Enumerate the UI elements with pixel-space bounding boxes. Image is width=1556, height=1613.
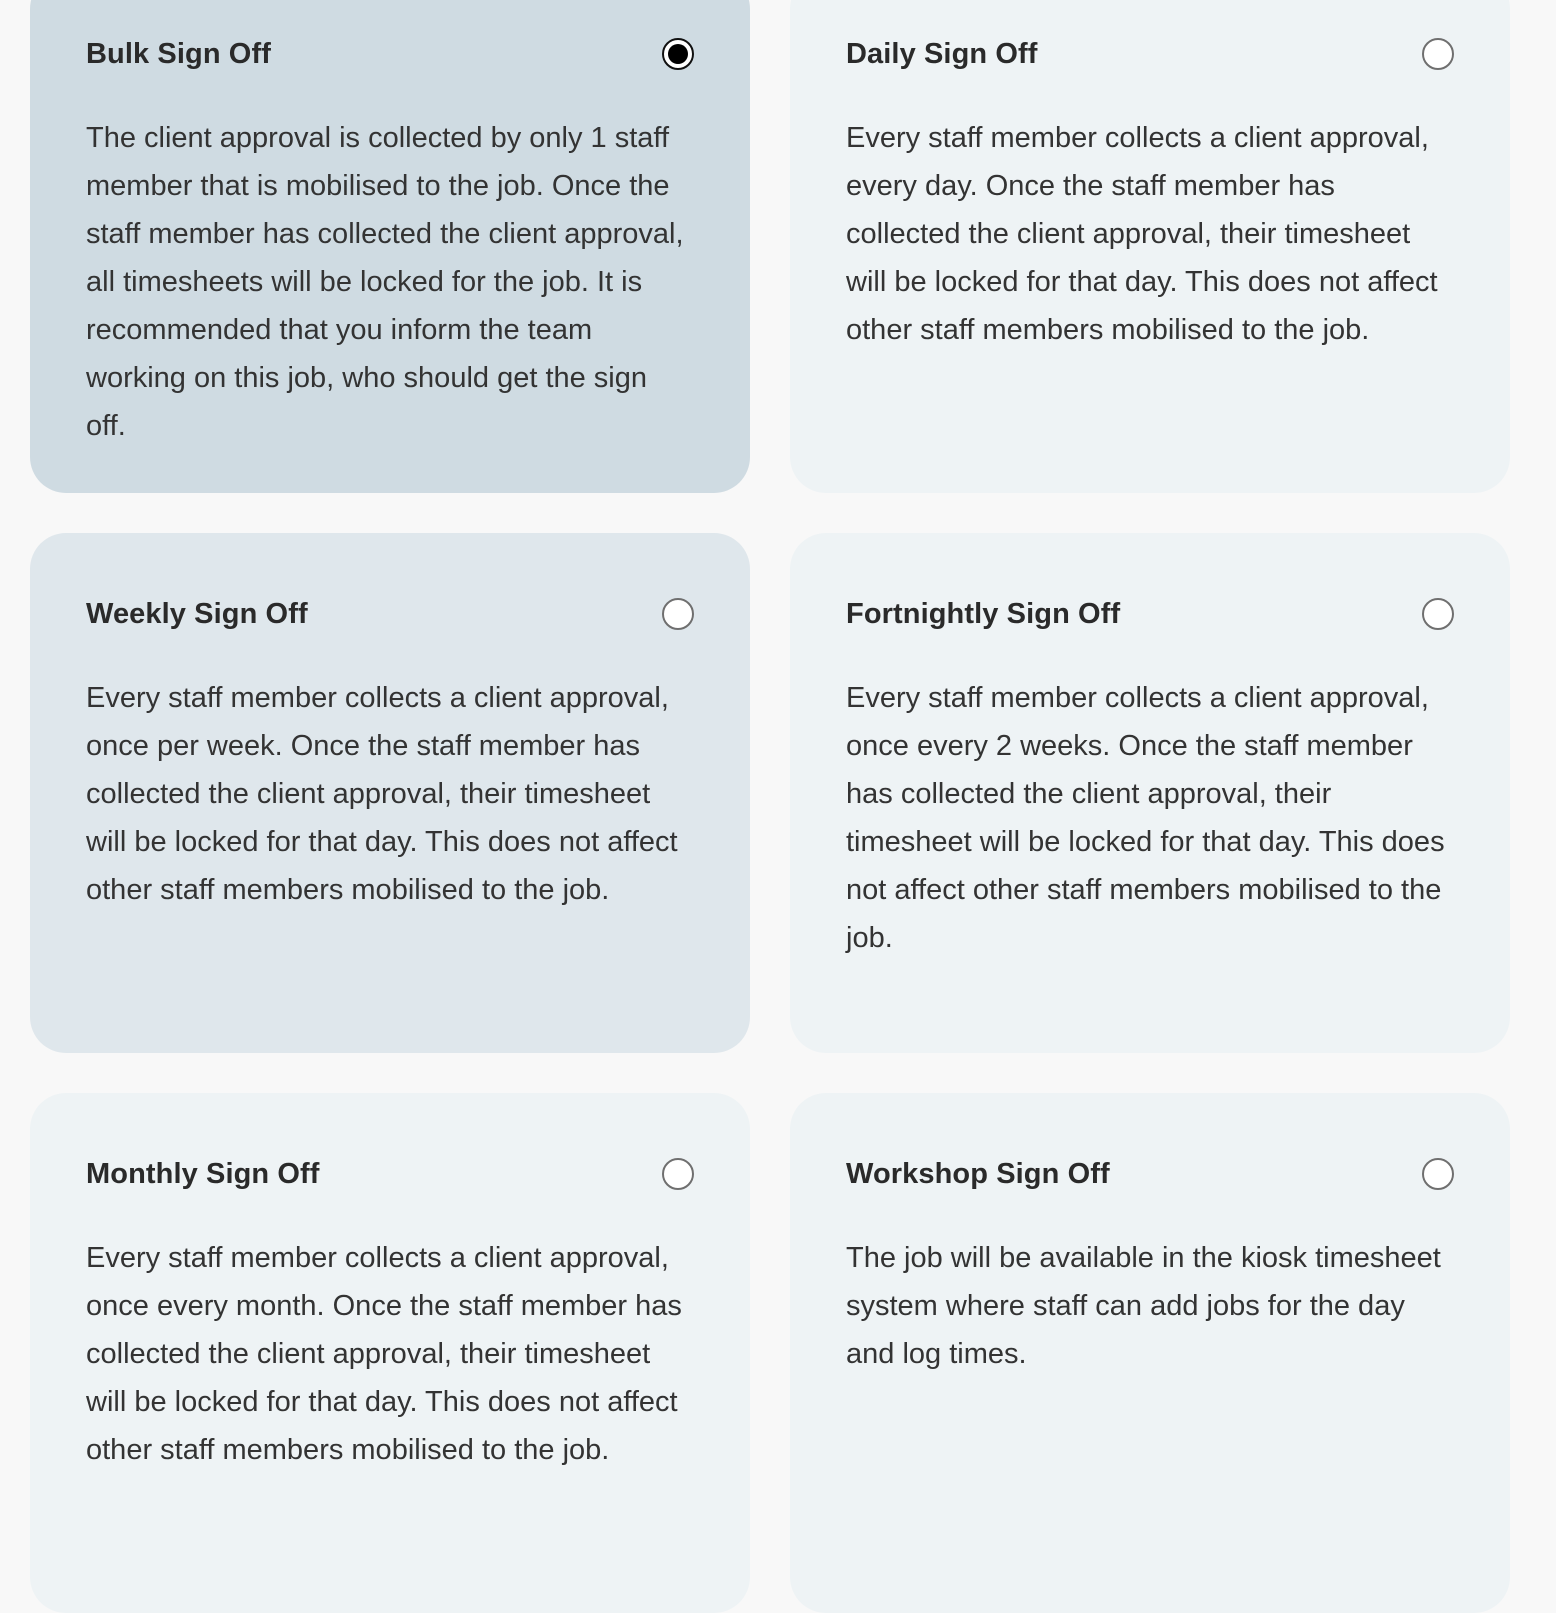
option-title: Workshop Sign Off [846, 1157, 1110, 1190]
option-card-header [846, 25, 1454, 83]
option-card-header [86, 25, 694, 83]
option-title: Fortnightly Sign Off [846, 597, 1121, 630]
option-card-fortnightly-sign-off[interactable] [790, 533, 1510, 1053]
radio-button[interactable] [1422, 598, 1454, 630]
radio-button[interactable] [1422, 38, 1454, 70]
sign-off-options-grid [30, 0, 1510, 1613]
option-card-header [846, 585, 1454, 643]
option-description: Every staff member collects a client approval, every day. Once the staff member has collected the client approval, their timesheet will be locked for that day. This does not affect other staff members mobilised to the job. [846, 122, 1438, 346]
option-card-header [846, 1145, 1454, 1203]
option-title: Monthly Sign Off [86, 1157, 320, 1190]
option-card-weekly-sign-off[interactable] [30, 533, 750, 1053]
option-title: Bulk Sign Off [86, 37, 271, 70]
option-description: Every staff member collects a client approval, once every month. Once the staff member has collected the client approval, their timesheet will be locked for that day. This does not affect other staff members mobilised to the job. [86, 1242, 682, 1466]
option-card-workshop-sign-off[interactable] [790, 1093, 1510, 1613]
option-title: Weekly Sign Off [86, 597, 308, 630]
option-card-header [86, 1145, 694, 1203]
option-card-bulk-sign-off[interactable] [30, 0, 750, 493]
radio-button[interactable] [1422, 1158, 1454, 1190]
option-title: Daily Sign Off [846, 37, 1038, 70]
option-card-header [86, 585, 694, 643]
radio-button[interactable] [662, 1158, 694, 1190]
radio-button[interactable] [662, 598, 694, 630]
option-description: The client approval is collected by only 1 staff member that is mobilised to the job. Once the staff member has collected the client approval, all timesheets will be locked for the job. It is recommended that you inform the team working on this job, who should get the sign off. [86, 122, 684, 442]
option-description: The job will be available in the kiosk timesheet system where staff can add jobs for the day and log times. [846, 1242, 1441, 1370]
radio-button-checked[interactable] [662, 38, 694, 70]
option-card-monthly-sign-off[interactable] [30, 1093, 750, 1613]
option-description: Every staff member collects a client approval, once per week. Once the staff member has collected the client approval, their timesheet will be locked for that day. This does not affect other staff members mobilised to the job. [86, 682, 678, 906]
option-card-daily-sign-off[interactable] [790, 0, 1510, 493]
option-description: Every staff member collects a client approval, once every 2 weeks. Once the staff member has collected the client approval, their timesheet will be locked for that day. This does not affect other staff members mobilised to the job. [846, 682, 1445, 954]
